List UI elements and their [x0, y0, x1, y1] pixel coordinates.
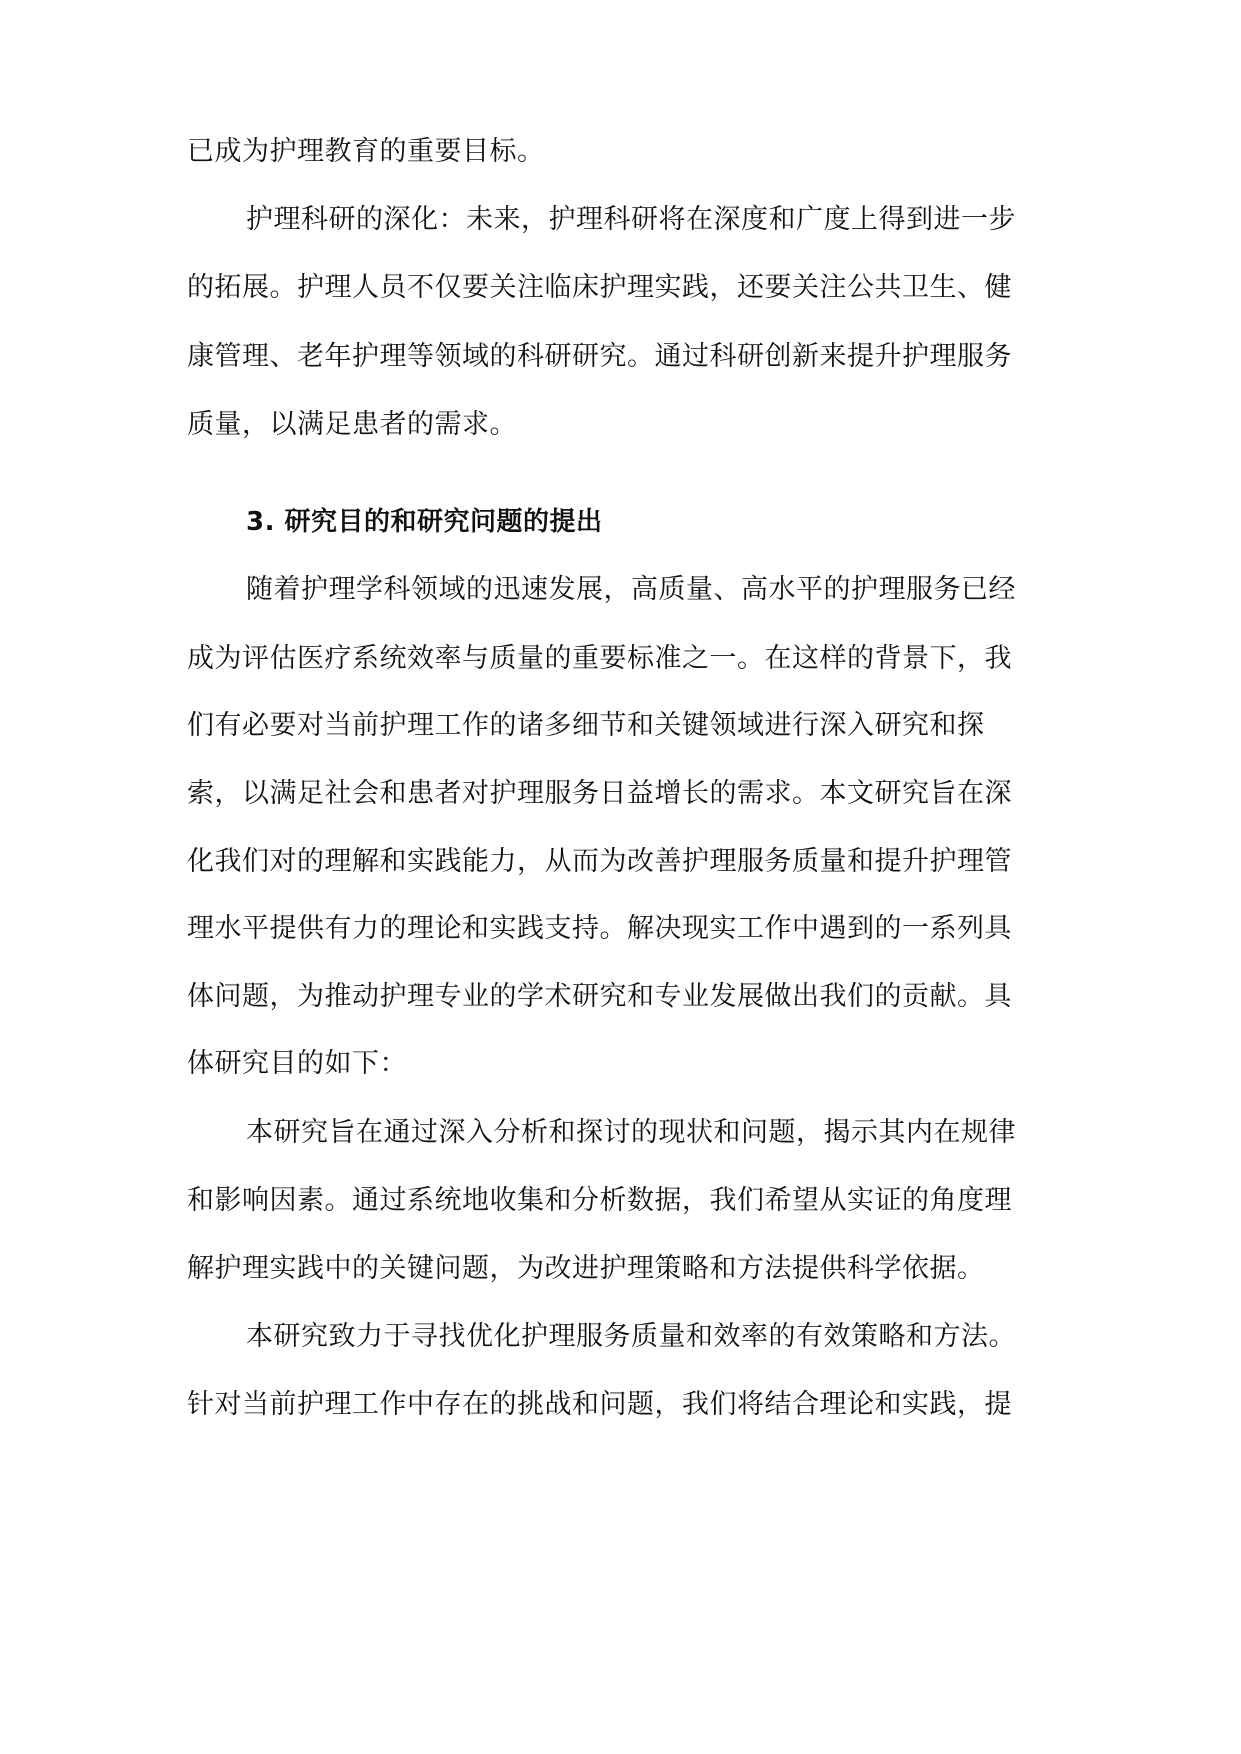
paragraph-line: 本研究致力于寻找优化护理服务质量和效率的有效策略和方法。	[246, 1321, 1016, 1352]
paragraph-line: 质量，以满足患者的需求。	[187, 409, 517, 440]
paragraph-line: 已成为护理教育的重要目标。	[187, 136, 545, 167]
paragraph-line: 和影响因素。通过系统地收集和分析数据，我们希望从实证的角度理	[187, 1185, 1012, 1216]
paragraph-line: 理水平提供有力的理论和实践支持。解决现实工作中遇到的一系列具	[187, 913, 1012, 944]
paragraph-line: 体研究目的如下：	[187, 1048, 407, 1079]
section-heading: 3. 研究目的和研究问题的提出	[246, 507, 603, 537]
paragraph-line: 体问题，为推动护理专业的学术研究和专业发展做出我们的贡献。具	[187, 981, 1012, 1012]
paragraph-line: 随着护理学科领域的迅速发展，高质量、高水平的护理服务已经	[246, 574, 1016, 605]
paragraph-line: 针对当前护理工作中存在的挑战和问题，我们将结合理论和实践，提	[187, 1389, 1012, 1420]
paragraph-line: 索，以满足社会和患者对护理服务日益增长的需求。本文研究旨在深	[187, 778, 1012, 809]
paragraph-line: 康管理、老年护理等领域的科研研究。通过科研创新来提升护理服务	[187, 341, 1012, 372]
paragraph-line: 护理科研的深化：未来，护理科研将在深度和广度上得到进一步	[246, 204, 1016, 235]
paragraph-line: 本研究旨在通过深入分析和探讨的现状和问题，揭示其内在规律	[246, 1117, 1016, 1148]
paragraph-line: 化我们对的理解和实践能力，从而为改善护理服务质量和提升护理管	[187, 846, 1012, 877]
paragraph-line: 解护理实践中的关键问题，为改进护理策略和方法提供科学依据。	[187, 1253, 985, 1284]
paragraph-line: 成为评估医疗系统效率与质量的重要标准之一。在这样的背景下，我	[187, 643, 1012, 674]
paragraph-line: 的拓展。护理人员不仅要关注临床护理实践，还要关注公共卫生、健	[187, 272, 1012, 303]
paragraph-line: 们有必要对当前护理工作的诸多细节和关键领域进行深入研究和探	[187, 710, 985, 741]
